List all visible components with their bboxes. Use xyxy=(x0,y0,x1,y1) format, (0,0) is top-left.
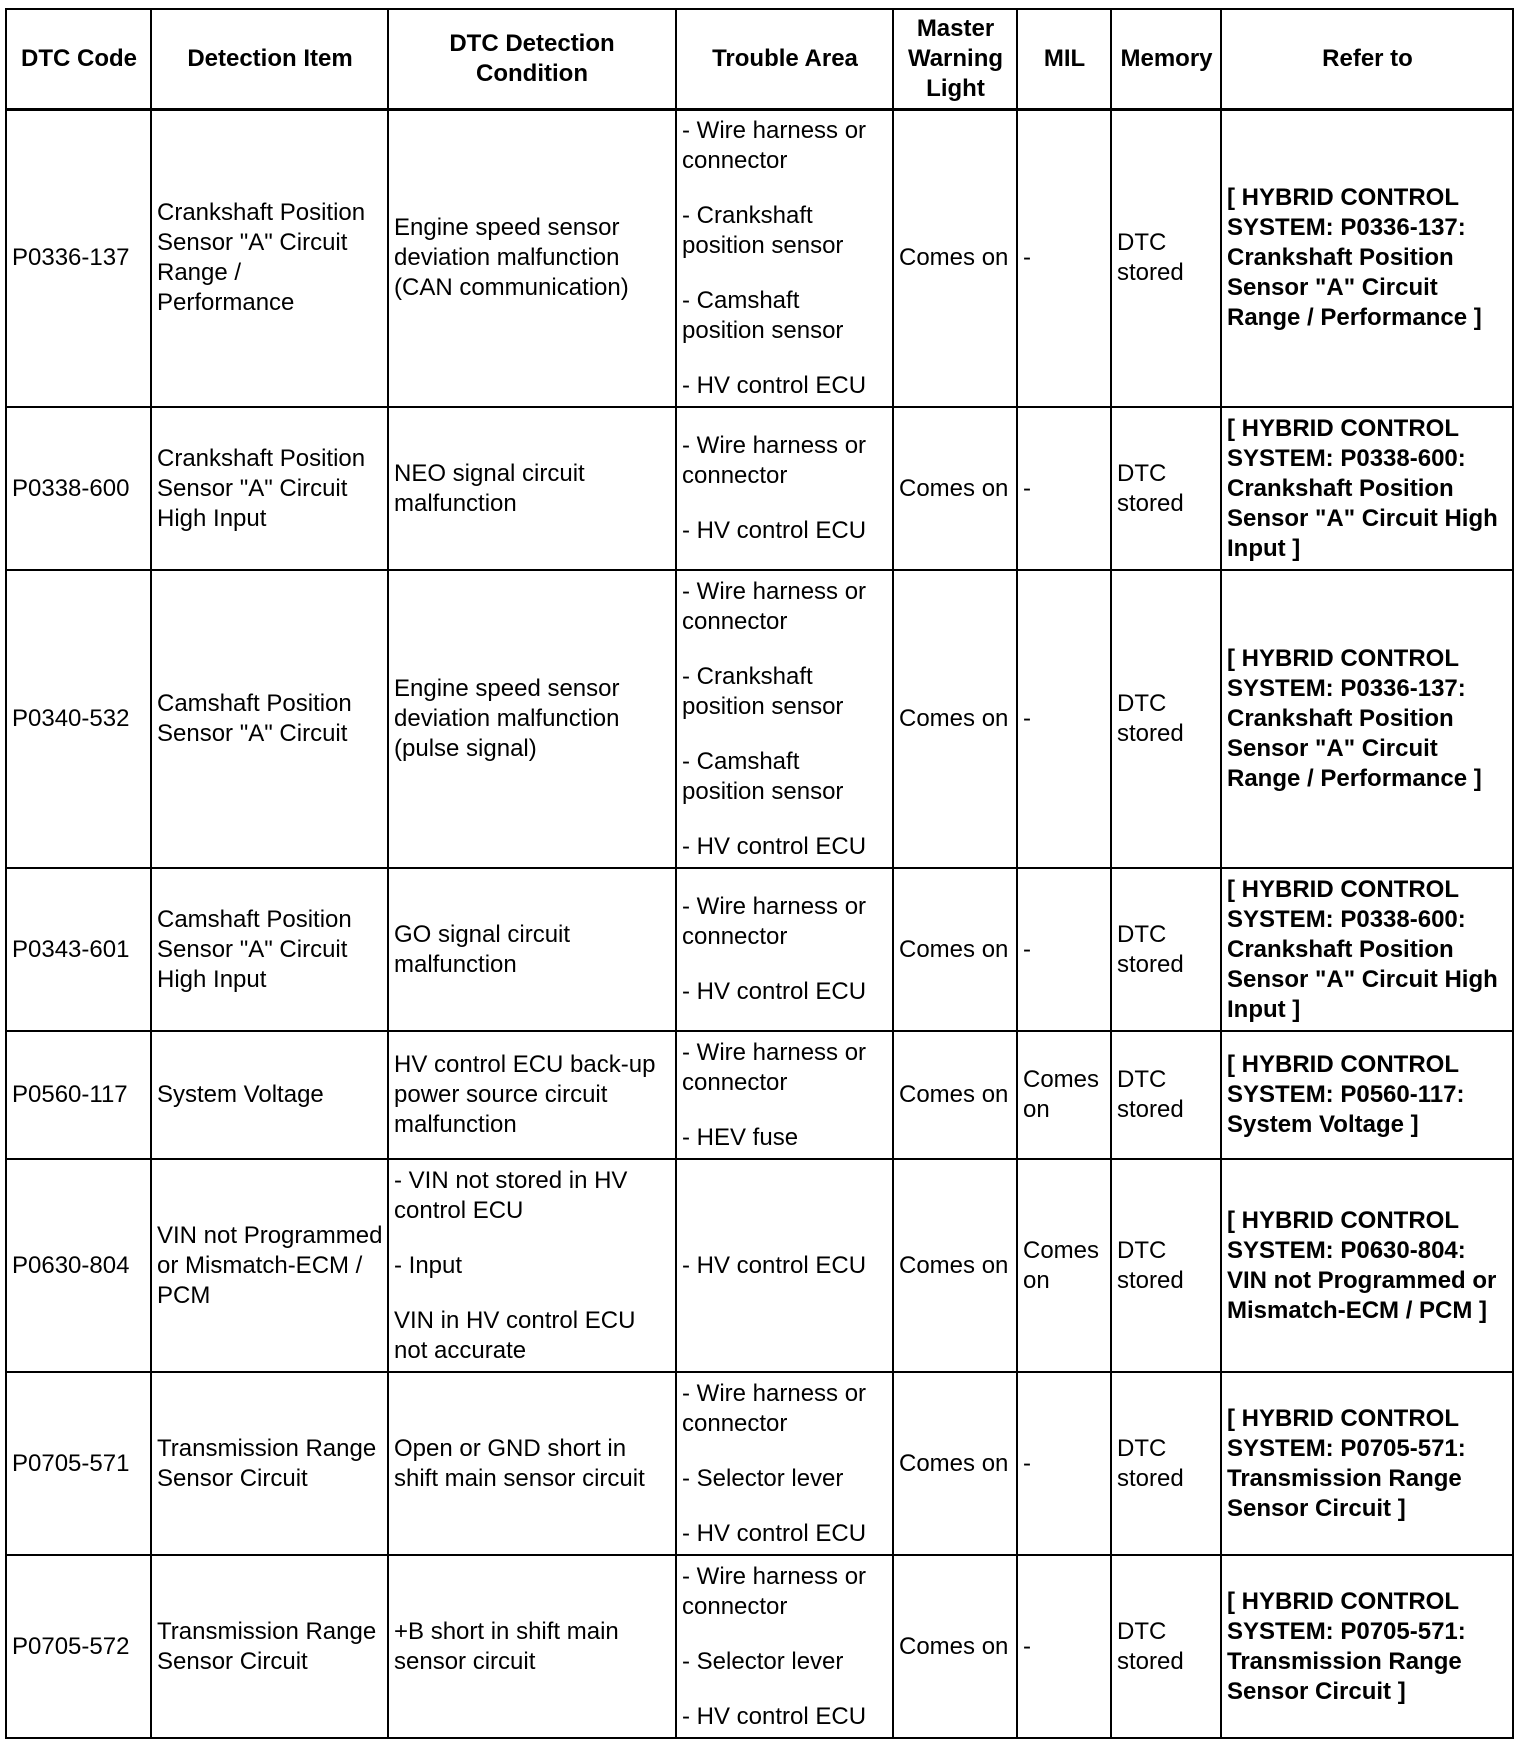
refer-to-cell: [ HYBRID CONTROL SYSTEM: P0336-137: Crankshaft Position Sensor "A" Circuit Range / Performance ] xyxy=(1221,109,1513,407)
condition-line: - Input xyxy=(394,1251,463,1279)
table-row xyxy=(6,868,1513,1031)
dtc-table xyxy=(5,8,1514,1739)
condition-line: VIN in HV control ECU not accurate xyxy=(394,1306,636,1364)
refer-to-cell: [ HYBRID CONTROL SYSTEM: P0336-137: Crankshaft Position Sensor "A" Circuit Range / Performance ] xyxy=(1221,570,1513,868)
table-row xyxy=(6,407,1513,570)
trouble-area-item: - Crankshaft position sensor xyxy=(682,201,844,259)
mil-cell: - xyxy=(1017,570,1111,868)
condition-line: Engine speed sensor deviation malfunction (pulse signal) xyxy=(394,675,620,762)
trouble-area-cell xyxy=(676,109,893,407)
detection-item-cell: Transmission Range Sensor Circuit xyxy=(151,1555,388,1738)
master-warning-light-cell: Comes on xyxy=(893,868,1017,1031)
detection-item-cell: Crankshaft Position Sensor "A" Circuit High Input xyxy=(151,407,388,570)
table-body xyxy=(6,109,1513,1738)
mil-cell: - xyxy=(1017,109,1111,407)
detection-condition-cell xyxy=(388,1159,676,1372)
detection-condition-cell xyxy=(388,407,676,570)
dtc-code-cell: P0336-137 xyxy=(6,109,151,407)
condition-line: NEO signal circuit malfunction xyxy=(394,459,585,517)
memory-cell: DTC stored xyxy=(1111,1372,1221,1555)
detection-item-cell: System Voltage xyxy=(151,1031,388,1159)
trouble-area-item: - Wire harness or connector xyxy=(682,1562,867,1620)
trouble-area-item: - HV control ECU xyxy=(682,832,867,860)
refer-to-cell: [ HYBRID CONTROL SYSTEM: P0560-117: System Voltage ] xyxy=(1221,1031,1513,1159)
header-memory: Memory xyxy=(1111,9,1221,109)
detection-item-cell: Camshaft Position Sensor "A" Circuit High Input xyxy=(151,868,388,1031)
header-dtc-code: DTC Code xyxy=(6,9,151,109)
header-detection-condition: DTC Detection Condition xyxy=(388,9,676,109)
memory-cell: DTC stored xyxy=(1111,1159,1221,1372)
refer-to-cell: [ HYBRID CONTROL SYSTEM: P0705-571: Transmission Range Sensor Circuit ] xyxy=(1221,1555,1513,1738)
memory-cell: DTC stored xyxy=(1111,868,1221,1031)
condition-line: Engine speed sensor deviation malfunction (CAN communication) xyxy=(394,214,629,302)
detection-item-cell: VIN not Programmed or Mismatch-ECM / PCM xyxy=(151,1159,388,1372)
trouble-area-cell xyxy=(676,1372,893,1555)
header-refer-to: Refer to xyxy=(1221,9,1513,109)
memory-cell: DTC stored xyxy=(1111,1031,1221,1159)
dtc-code-cell: P0630-804 xyxy=(6,1159,151,1372)
trouble-area-item: - HEV fuse xyxy=(682,1123,799,1151)
trouble-area-cell xyxy=(676,1031,893,1159)
table-row xyxy=(6,109,1513,407)
condition-line: +B short in shift main sensor circuit xyxy=(394,1617,619,1675)
trouble-area-item: - HV control ECU xyxy=(682,1251,867,1279)
dtc-code-cell: P0338-600 xyxy=(6,407,151,570)
memory-cell: DTC stored xyxy=(1111,570,1221,868)
trouble-area-cell xyxy=(676,868,893,1031)
master-warning-light-cell: Comes on xyxy=(893,1555,1017,1738)
master-warning-light-cell: Comes on xyxy=(893,570,1017,868)
trouble-area-item: - Camshaft position sensor xyxy=(682,286,844,344)
header-row xyxy=(6,9,1513,109)
refer-to-cell: [ HYBRID CONTROL SYSTEM: P0338-600: Crankshaft Position Sensor "A" Circuit High Input ] xyxy=(1221,868,1513,1031)
trouble-area-item: - Wire harness or connector xyxy=(682,116,867,174)
trouble-area-item: - HV control ECU xyxy=(682,978,867,1005)
trouble-area-item: - Wire harness or connector xyxy=(682,577,867,635)
detection-condition-cell xyxy=(388,868,676,1031)
dtc-code-cell: P0560-117 xyxy=(6,1031,151,1159)
trouble-area-item: - Wire harness or connector xyxy=(682,432,867,489)
trouble-area-item: - HV control ECU xyxy=(682,1702,867,1730)
detection-condition-cell xyxy=(388,109,676,407)
detection-condition-cell xyxy=(388,1555,676,1738)
master-warning-light-cell: Comes on xyxy=(893,109,1017,407)
condition-line: Open or GND short in shift main sensor circuit xyxy=(394,1434,645,1492)
memory-cell: DTC stored xyxy=(1111,109,1221,407)
trouble-area-cell xyxy=(676,1159,893,1372)
mil-cell: - xyxy=(1017,407,1111,570)
table-row xyxy=(6,1555,1513,1738)
memory-cell: DTC stored xyxy=(1111,407,1221,570)
header-mil: MIL xyxy=(1017,9,1111,109)
trouble-area-item: - Wire harness or connector xyxy=(682,1038,867,1096)
detection-condition-cell xyxy=(388,1372,676,1555)
master-warning-light-cell: Comes on xyxy=(893,1031,1017,1159)
master-warning-light-cell: Comes on xyxy=(893,1372,1017,1555)
trouble-area-item: - Wire harness or connector xyxy=(682,1379,867,1437)
mil-cell: - xyxy=(1017,1555,1111,1738)
header-trouble-area: Trouble Area xyxy=(676,9,893,109)
trouble-area-item: - HV control ECU xyxy=(682,371,867,399)
refer-to-cell: [ HYBRID CONTROL SYSTEM: P0630-804: VIN not Programmed or Mismatch-ECM / PCM ] xyxy=(1221,1159,1513,1372)
refer-to-cell: [ HYBRID CONTROL SYSTEM: P0338-600: Crankshaft Position Sensor "A" Circuit High Input ] xyxy=(1221,407,1513,570)
condition-line: GO signal circuit malfunction xyxy=(394,920,571,978)
header-detection-item: Detection Item xyxy=(151,9,388,109)
table-row xyxy=(6,570,1513,868)
detection-condition-cell xyxy=(388,1031,676,1159)
master-warning-light-cell: Comes on xyxy=(893,1159,1017,1372)
trouble-area-item: - Selector lever xyxy=(682,1464,844,1492)
trouble-area-cell xyxy=(676,570,893,868)
dtc-code-cell: P0343-601 xyxy=(6,868,151,1031)
dtc-code-cell: P0705-571 xyxy=(6,1372,151,1555)
mil-cell: - xyxy=(1017,1372,1111,1555)
mil-cell: - xyxy=(1017,868,1111,1031)
refer-to-cell: [ HYBRID CONTROL SYSTEM: P0705-571: Transmission Range Sensor Circuit ] xyxy=(1221,1372,1513,1555)
table-row xyxy=(6,1159,1513,1372)
dtc-code-cell: P0340-532 xyxy=(6,570,151,868)
table-row xyxy=(6,1031,1513,1159)
trouble-area-item: - Camshaft position sensor xyxy=(682,747,844,805)
trouble-area-item: - Wire harness or connector xyxy=(682,893,867,950)
condition-line: HV control ECU back-up power source circuit malfunction xyxy=(394,1051,656,1138)
dtc-code-cell: P0705-572 xyxy=(6,1555,151,1738)
mil-cell: Comes on xyxy=(1017,1031,1111,1159)
detection-item-cell: Camshaft Position Sensor "A" Circuit xyxy=(151,570,388,868)
mil-cell: Comes on xyxy=(1017,1159,1111,1372)
trouble-area-cell xyxy=(676,407,893,570)
table-row xyxy=(6,1372,1513,1555)
detection-condition-cell xyxy=(388,570,676,868)
trouble-area-cell xyxy=(676,1555,893,1738)
detection-item-cell: Crankshaft Position Sensor "A" Circuit Range / Performance xyxy=(151,109,388,407)
master-warning-light-cell: Comes on xyxy=(893,407,1017,570)
detection-item-cell: Transmission Range Sensor Circuit xyxy=(151,1372,388,1555)
trouble-area-item: - Crankshaft position sensor xyxy=(682,662,844,720)
header-master-warning-light: Master Warning Light xyxy=(893,9,1017,109)
trouble-area-item: - HV control ECU xyxy=(682,1519,867,1547)
trouble-area-item: - HV control ECU xyxy=(682,517,867,544)
memory-cell: DTC stored xyxy=(1111,1555,1221,1738)
trouble-area-item: - Selector lever xyxy=(682,1647,844,1675)
condition-line: - VIN not stored in HV control ECU xyxy=(394,1166,628,1224)
